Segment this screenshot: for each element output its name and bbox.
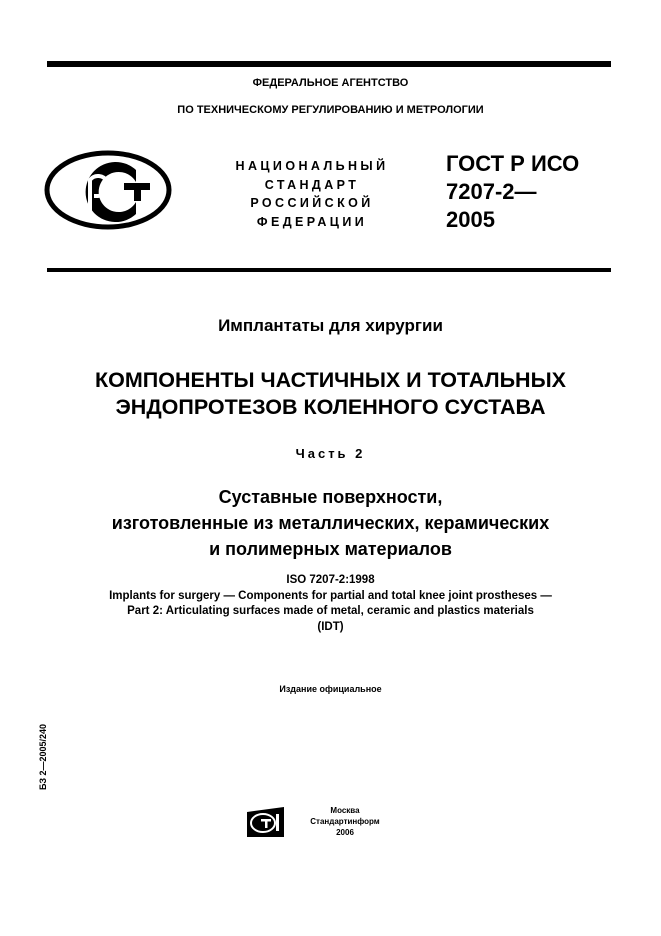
national-standard-line-1: НАЦИОНАЛЬНЫЙ (235, 159, 389, 173)
agency-line-2: ПО ТЕХНИЧЕСКОМУ РЕГУЛИРОВАНИЮ И МЕТРОЛОГИИ (177, 104, 484, 116)
part-label: Часть 2 (295, 446, 366, 461)
agency-line-1: ФЕДЕРАЛЬНОЕ АГЕНТСТВО (252, 77, 409, 89)
national-standard-line-4: ФЕДЕРАЦИИ (256, 214, 368, 229)
subtitle-line-1: Суставные поверхности, (218, 487, 443, 507)
national-standard-line-2: СТАНДАРТ (264, 177, 360, 192)
edition-label: Издание официальное (279, 684, 382, 694)
middle-rule (47, 268, 611, 272)
publisher-info (290, 805, 400, 838)
publisher-city: Москва (330, 806, 360, 815)
title-line-1: КОМПОНЕНТЫ ЧАСТИЧНЫХ И ТОТАЛЬНЫХ (95, 368, 566, 392)
document-title (0, 367, 661, 421)
document-subtitle (0, 484, 661, 562)
designation-line-1: ГОСТ Р ИСО (446, 151, 580, 176)
subtitle-line-2: изготовленные из металлических, керамических (111, 513, 550, 533)
iso-title-line-2: Part 2: Articulating surfaces made of metal, ceramic and plastics materials (127, 605, 534, 617)
iso-number: ISO 7207-2:1998 (286, 574, 375, 586)
standard-designation (446, 150, 579, 234)
side-catalog-code: БЗ 2—2005/240 (38, 723, 48, 790)
national-standard-label (222, 157, 402, 231)
document-subject: Имплантаты для хирургии (218, 316, 443, 335)
designation-line-2: 7207-2— (446, 179, 537, 204)
subtitle-line-3: и полимерных материалов (209, 539, 452, 559)
iso-title-line-1: Implants for surgery — Components for partial and total knee joint prostheses — (109, 589, 552, 602)
iso-identity-mark: (IDT) (317, 620, 344, 633)
iso-reference (0, 573, 661, 635)
top-rule (47, 61, 611, 67)
national-standard-line-3: РОССИЙСКОЙ (250, 196, 374, 210)
standartinform-logo-icon (246, 806, 286, 838)
publisher-year: 2006 (336, 828, 354, 837)
publisher-name: Стандартинформ (310, 817, 380, 826)
gost-r-logo-icon (44, 150, 172, 230)
designation-line-3: 2005 (446, 207, 495, 232)
title-line-2: ЭНДОПРОТЕЗОВ КОЛЕННОГО СУСТАВА (115, 395, 546, 419)
